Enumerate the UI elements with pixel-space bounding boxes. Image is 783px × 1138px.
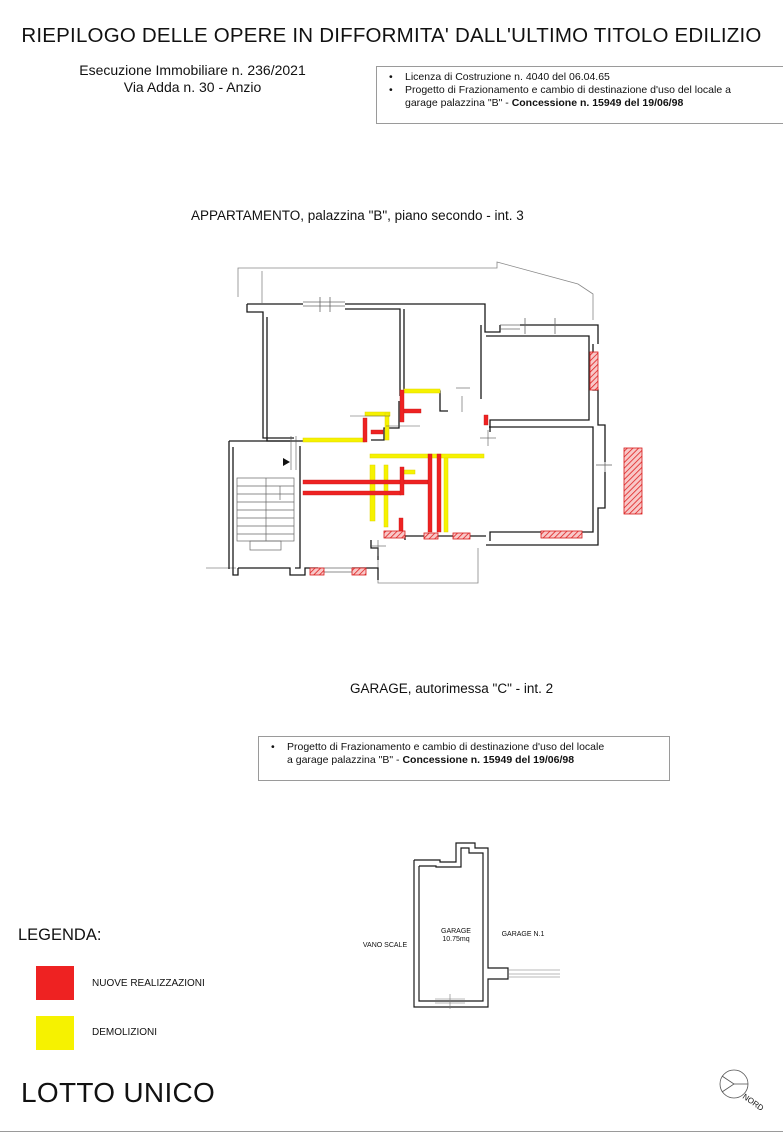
legend-swatch-demolitions xyxy=(36,1016,74,1050)
title-item-concession-line1: Progetto di Frazionamento e cambio di destinazione d'uso del locale a xyxy=(405,84,731,96)
legend-label-new-works: NUOVE REALIZZAZIONI xyxy=(92,978,205,989)
garage-heading: GARAGE, autorimessa "C" - int. 2 xyxy=(350,681,554,696)
stairwell-label: VANO SCALE xyxy=(362,942,408,949)
garage-room-area: 10.75mq xyxy=(442,936,470,943)
legend-title: LEGENDA: xyxy=(18,926,102,944)
garage-walls xyxy=(414,843,508,1007)
legend-swatch-new-works xyxy=(36,966,74,1000)
apartment-heading: APPARTAMENTO, palazzina "B", piano secondo - int. 3 xyxy=(191,208,524,223)
garage-title-number: Concessione n. 15949 del 19/06/98 xyxy=(402,754,575,766)
title-item-concession-number: Concessione n. 15949 del 19/06/98 xyxy=(511,97,684,109)
title-item-concession-line2: garage palazzina "B" - xyxy=(405,97,512,109)
legend-label-demolitions: DEMOLIZIONI xyxy=(92,1027,158,1038)
north-arrow-icon xyxy=(712,1062,782,1114)
garage-title-line2: a garage palazzina "B" - xyxy=(287,754,403,766)
garage-room-name: GARAGE xyxy=(441,928,471,935)
title-item-license-text: Licenza di Costruzione n. 4040 del 06.04.65 xyxy=(405,71,610,83)
property-address: Via Adda n. 30 - Anzio xyxy=(123,79,262,95)
page-title: RIEPILOGO DELLE OPERE IN DIFFORMITA' DALL'ULTIMO TITOLO EDILIZIO xyxy=(21,24,762,47)
garage-n1-label: GARAGE N.1 xyxy=(501,931,545,938)
garage-room-label xyxy=(426,928,486,944)
procedure-number: Esecuzione Immobiliare n. 236/2021 xyxy=(79,62,306,78)
garage-title-line1: Progetto di Frazionamento e cambio di destinazione d'uso del locale xyxy=(287,741,605,753)
lot-title: LOTTO UNICO xyxy=(21,1077,216,1108)
north-label: NORD xyxy=(740,1092,766,1113)
bottom-border xyxy=(0,1131,783,1132)
garage-openings xyxy=(435,970,560,1009)
